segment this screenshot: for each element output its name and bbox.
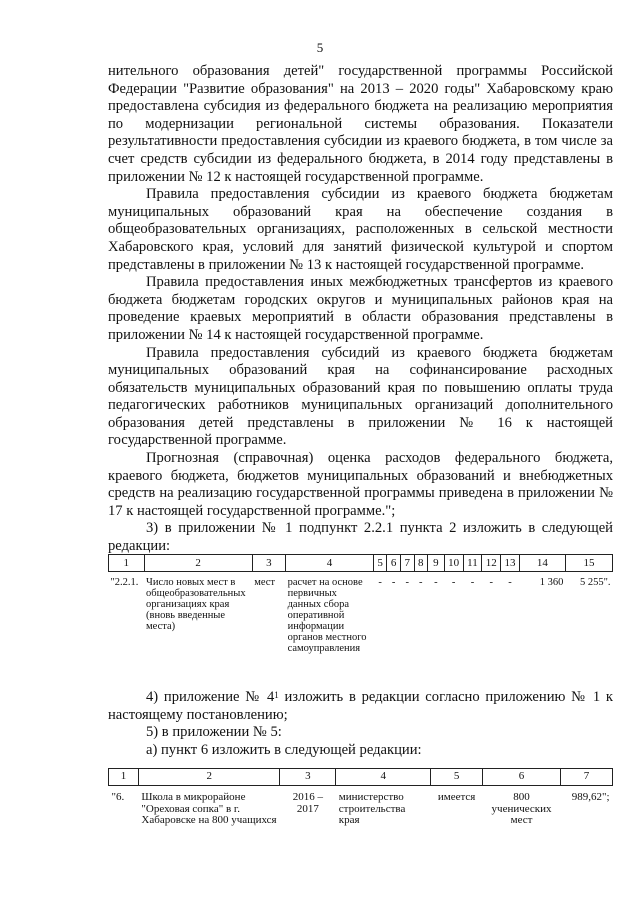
table1-header-cell: 4	[286, 555, 374, 572]
table1-cell-number: "2.2.1.	[110, 577, 139, 588]
table1-cell-value: -	[405, 577, 409, 588]
table1-cell-indicator: Число новых мест в общеобразовательных организациях края (вновь введенные места)	[146, 577, 246, 632]
table-indicator-2-2-1	[108, 554, 613, 654]
table1-header-cell: 9	[428, 555, 445, 572]
table1-cell-value: -	[470, 577, 475, 588]
table1-header-cell: 7	[400, 555, 414, 572]
table1-header-cell: 3	[252, 555, 285, 572]
page-number: 5	[316, 40, 324, 55]
table1-cell-method: расчет на основе первичных данных сбора оперативной информации органов местного самоуправления	[287, 577, 367, 654]
paragraph-3: Правила предоставления иных межбюджетных трансфертов из краевого бюджета бюджетам городских округов и муниципальных районов края на проведение краевых мероприятий в области образования представлены в приложении № 14 к настоящей государственной программе.	[108, 274, 613, 343]
table1-cell-value: -	[434, 577, 438, 588]
table1-header-cell: 10	[444, 555, 463, 572]
table2-cell-amount: 989,62";	[571, 791, 610, 803]
paragraph-8: 5) в приложении № 5:	[146, 724, 282, 741]
table1-cell-value: -	[378, 577, 382, 588]
table2-header-cell: 3	[280, 769, 336, 786]
table1-header-cell: 12	[482, 555, 501, 572]
table1-header-cell: 5	[373, 555, 387, 572]
table2-header-cell: 4	[336, 769, 431, 786]
paragraph-2: Правила предоставления субсидии из краевого бюджета бюджетам муниципальных образований края на обеспечение создания в общеобразовательных организациях, расположенных в сельской местности Хабаровского края, условий для занятий физической культурой и спортом представлены в приложении № 13 к настоящей государственной программе.	[108, 186, 613, 273]
table2-cell-number: "6.	[111, 791, 125, 803]
table1-cell-value: -	[419, 577, 423, 588]
paragraph-7-end: изложить в редакции согласно приложению № 1 к настоящему постановлению;	[108, 689, 614, 723]
table2-header-cell: 5	[431, 769, 483, 786]
table1-cell-unit: мест	[254, 577, 276, 588]
paragraph-7-start: 4) приложение № 4	[146, 689, 275, 705]
table1-header-cell: 2	[144, 555, 252, 572]
table1-header-cell: 11	[463, 555, 482, 572]
table1-cell-value-2019: 1 360	[539, 577, 564, 588]
document-body	[108, 63, 613, 556]
table1-cell-value: -	[391, 577, 396, 588]
table1-cell-value-2020: 5 255".	[579, 577, 611, 588]
table1-header-cell: 13	[501, 555, 520, 572]
table1-header-row	[109, 555, 613, 572]
paragraph-6: 3) в приложении № 1 подпункт 2.2.1 пункта 2 изложить в следующей редакции:	[108, 520, 613, 555]
table2-header-row	[109, 769, 613, 786]
paragraph-7	[108, 689, 613, 724]
document-body-continued	[108, 689, 613, 759]
table2-header-cell: 2	[138, 769, 280, 786]
table1-header-cell: 15	[565, 555, 612, 572]
superscript: 1	[274, 690, 279, 700]
paragraph-1: нительного образования детей" государственной программы Российской Федерации "Развитие образования" на 2013 – 2020 годы" Хабаровскому краю предоставлена субсидия из федерального бюджета на реализацию мероприятия по модернизации региональной системы образования. Показатели результативности предоставления субсидии из краевого бюджета, в том числе за счет средств субсидии из федерального бюджета, в 2014 году представлены в приложении № 12 к настоящей государственной программе.	[108, 63, 613, 185]
table2-header-cell: 7	[561, 769, 613, 786]
paragraph-5: Прогнозная (справочная) оценка расходов федерального бюджета, краевого бюджета, бюджетов муниципальных образований и внебюджетных средств на реализацию государственной программы приведена в приложении № 17 к настоящей государственной программе.";	[108, 450, 613, 519]
table1-row	[109, 572, 613, 655]
table2-cell-period: 2016 – 2017	[292, 791, 323, 815]
table-school-construction	[108, 768, 613, 827]
table2-cell-executor: министерство строительства края	[338, 791, 406, 826]
table2-cell-status: имеется	[437, 791, 476, 803]
table1-header-cell: 6	[387, 555, 401, 572]
table2-cell-capacity: 800 ученических мест	[491, 791, 552, 826]
table2-header-cell: 1	[109, 769, 139, 786]
table1-cell-value: -	[451, 577, 456, 588]
table1-header-cell: 8	[414, 555, 428, 572]
table1-header-cell: 14	[519, 555, 565, 572]
paragraph-4: Правила предоставления субсидий из краевого бюджета бюджетам муниципальных образований края на софинансирование расходных обязательств муниципальных образований края по повышению оплаты труда педагогических работников муниципальных организаций дополнительного образования детей представлены в приложении № 16 к настоящей государственной программе.	[108, 344, 613, 449]
table1-cell-value: -	[508, 577, 512, 588]
table1-cell-value: -	[489, 577, 493, 588]
table2-row	[109, 786, 613, 827]
table2-header-cell: 6	[483, 769, 561, 786]
paragraph-9: а) пункт 6 изложить в следующей редакции:	[146, 741, 422, 758]
table2-cell-object: Школа в микрорайоне "Ореховая сопка" в г. Хабаровске на 800 учащихся	[141, 791, 277, 826]
table1-header-cell: 1	[109, 555, 145, 572]
